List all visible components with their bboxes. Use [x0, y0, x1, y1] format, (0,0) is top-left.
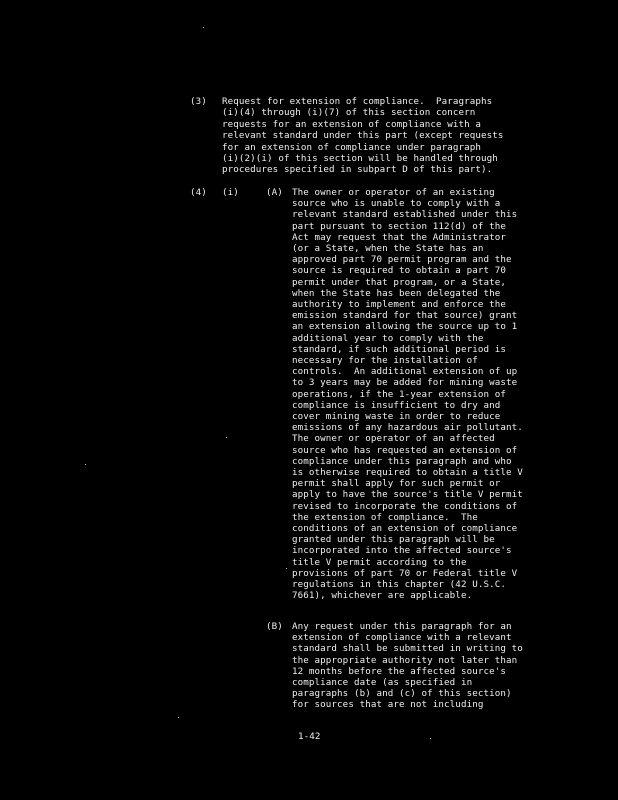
para4-subB-line: compliance date (as specified in: [292, 677, 473, 688]
para4-subA-line: emissions of any hazardous air pollutant.: [292, 422, 523, 434]
page-number: 1-42: [298, 731, 321, 742]
para4-subB-line: 12 months before the affected source's: [292, 665, 506, 677]
para4-subA-line: apply to have the source's title V permit: [292, 489, 523, 501]
para4-subA-line: provisions of part 70 or Federal title V: [292, 567, 518, 579]
para4-subA-line: part pursuant to section 112(d) of the: [292, 220, 506, 232]
scan-speck: [203, 27, 204, 28]
para4-subA-line: when the State has been delegated the: [292, 287, 501, 299]
para4-subA-line: source is required to obtain a part 70: [292, 265, 506, 277]
scan-speck: [430, 738, 431, 739]
scan-speck: [85, 464, 86, 465]
para3-line: procedures specified in subpart D of this part).: [222, 164, 493, 176]
para4-subA-line: is otherwise required to obtain a title V: [292, 467, 523, 478]
scan-speck: [286, 568, 287, 569]
para4-subA-line: approved part 70 permit program and the: [292, 254, 512, 266]
para4-subA-line: compliance under this paragraph and who: [292, 455, 512, 467]
para4-subA-line: necessary for the installation of: [292, 355, 478, 366]
para4-subB-line: the appropriate authority not later than: [292, 654, 518, 666]
para4-subA-line: Act may request that the Administrator: [292, 231, 506, 243]
para3-line: Request for extension of compliance. Paragraphs: [222, 96, 493, 107]
para4-subA-line: to 3 years may be added for mining waste: [292, 377, 518, 389]
para4-subA-line: granted under this paragraph will be: [292, 534, 495, 546]
para4-subA-line: cover mining waste in order to reduce: [292, 411, 501, 422]
para4-subA-line: 7661), whichever are applicable.: [292, 590, 473, 602]
para3-line: (i)(4) through (i)(7) of this section concern: [222, 107, 476, 119]
para4-label: (4): [190, 187, 207, 198]
para4-subA-line: The owner or operator of an affected: [292, 433, 495, 445]
scan-speck: [178, 717, 179, 718]
para4-subA-line: The owner or operator of an existing: [292, 187, 495, 198]
para4-subA-line: permit shall apply for such permit or: [292, 478, 501, 490]
para3-line: (i)(2)(i) of this section will be handled through: [222, 153, 498, 164]
para4-subA-line: the extension of compliance. The: [292, 511, 478, 523]
para4-subB-line: Any request under this paragraph for an: [292, 621, 512, 632]
para4-subA-line: operations, if the 1-year extension of: [292, 388, 506, 400]
para4-subA-line: regulations in this chapter (42 U.S.C.: [292, 579, 506, 590]
para3-line: for an extension of compliance under paragraph: [222, 141, 482, 153]
para4-subA-line: authority to implement and enforce the: [292, 299, 506, 310]
para4-subA-line: source who is unable to comply with a: [292, 198, 501, 210]
para4-subA-line: permit under that program, or a State,: [292, 276, 506, 288]
para4-subA-label: (A): [266, 187, 283, 198]
para4-subB-line: standard shall be submitted in writing to: [292, 643, 523, 655]
para4-subA-line: an extension allowing the source up to 1: [292, 321, 518, 333]
para4-subB-line: extension of compliance with a relevant: [292, 632, 512, 644]
para4-sub-label: (i): [222, 187, 239, 198]
para4-subA-line: source who has requested an extension of: [292, 444, 518, 456]
para3-label: (3): [190, 96, 207, 107]
para4-subA-line: compliance is insufficient to dry and: [292, 399, 501, 411]
para4-subB-line: for sources that are not including: [292, 699, 484, 711]
para4-subA-line: standard, if such additional period is: [292, 343, 506, 355]
para4-subA-line: revised to incorporate the conditions of: [292, 500, 518, 512]
para4-subA-line: title V permit according to the: [292, 556, 467, 568]
para3-line: relevant standard under this part (except requests: [222, 130, 504, 142]
para4-subA-line: additional year to comply with the: [292, 332, 484, 344]
para4-subA-line: (or a State, when the State has an: [292, 243, 484, 254]
para3-line: requests for an extension of compliance with a: [222, 118, 482, 130]
scan-speck: [226, 437, 227, 438]
para4-subA-line: conditions of an extension of compliance: [292, 523, 518, 534]
para4-subA-line: emission standard for that source) grant: [292, 310, 518, 322]
para4-subA-line: relevant standard established under this: [292, 209, 518, 221]
para4-subA-line: controls. An additional extension of up: [292, 366, 518, 378]
para4-subA-line: incorporated into the affected source's: [292, 545, 512, 557]
para4-subB-line: paragraphs (b) and (c) of this section): [292, 688, 512, 700]
para4-subB-label: (B): [266, 621, 283, 632]
